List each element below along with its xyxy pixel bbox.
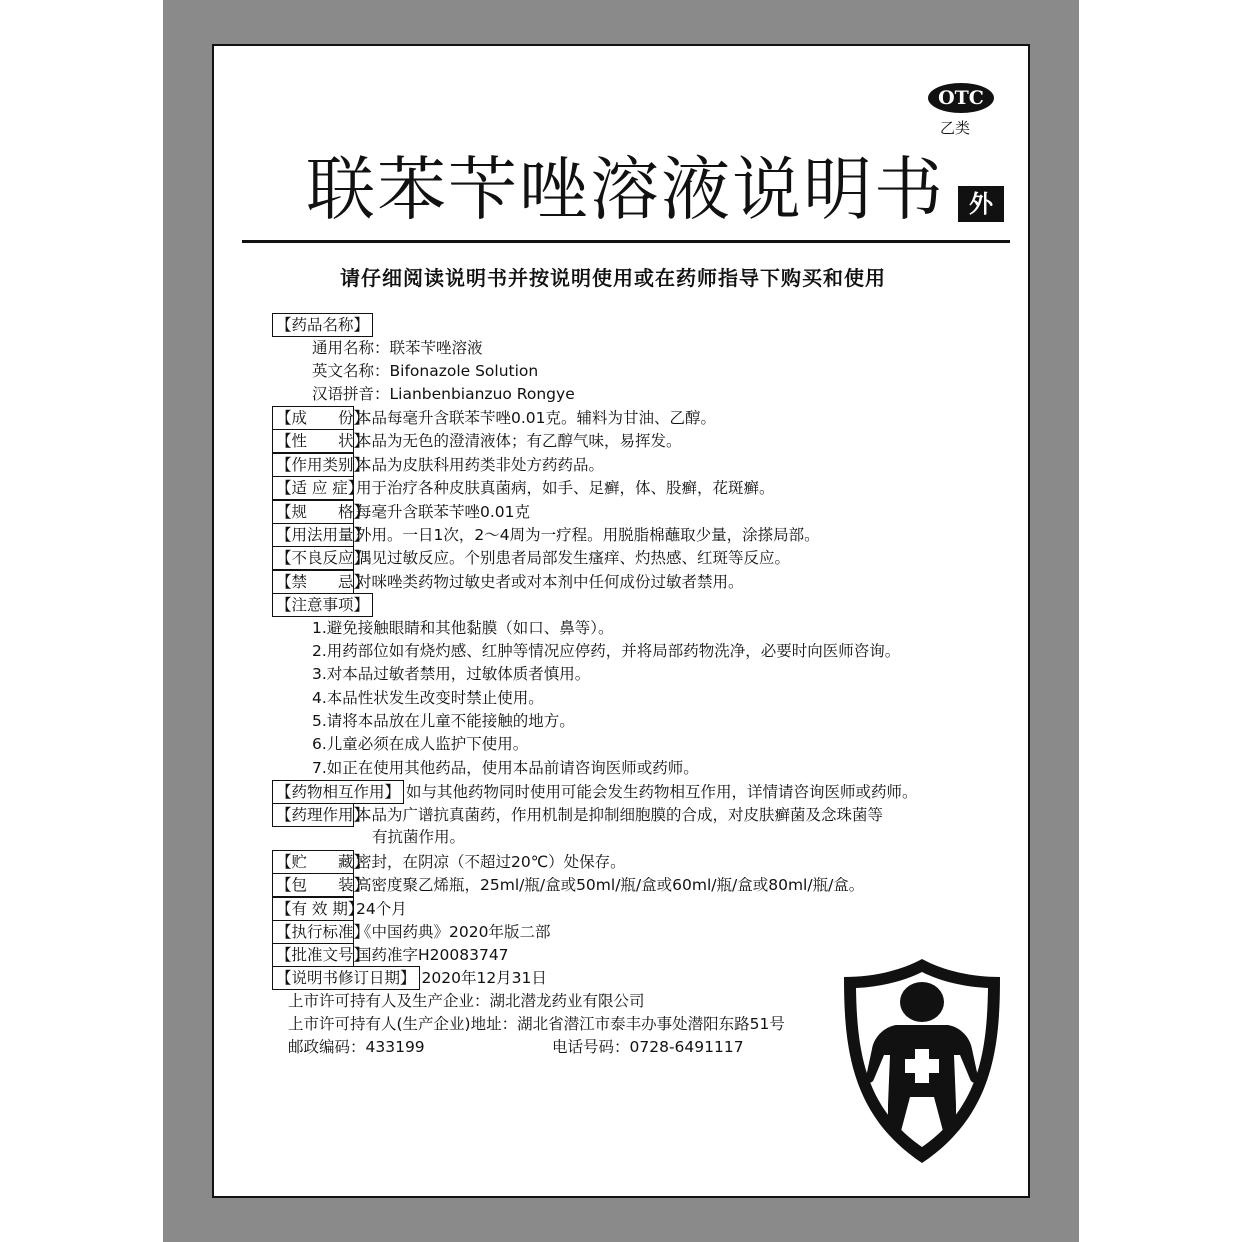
otc-badge: OTC — [928, 83, 994, 113]
field-label: 【规 格】 — [272, 500, 354, 524]
field-value: 如与其他药物同时使用可能会发生药物相互作用，详情请咨询医师或药师。 — [406, 783, 918, 801]
field-value: 密封，在阴凉（不超过20℃）处保存。 — [356, 853, 626, 871]
document-title: 联苯苄唑溶液说明书 — [306, 150, 945, 230]
field-value: 本品为无色的澄清液体；有乙醇气味，易挥发。 — [356, 432, 682, 450]
title-divider — [242, 240, 1010, 243]
precaution-item: 3.对本品过敏者禁用，过敏体质者慎用。 — [312, 665, 591, 683]
field-label: 【有 效 期】 — [272, 897, 354, 921]
field-row — [272, 429, 682, 453]
field-value: 本品每毫升含联苯苄唑0.01克。辅料为甘油、乙醇。 — [356, 409, 717, 427]
usage-warning: 请仔细阅读说明书并按说明使用或在药师指导下购买和使用 — [340, 266, 886, 290]
interaction-row — [272, 780, 918, 804]
revision-row — [272, 966, 547, 990]
field-label: 【药理作用】 — [272, 803, 354, 827]
field-label: 【作用类别】 — [272, 453, 354, 477]
license-holder: 上市许可持有人及生产企业：湖北潜龙药业有限公司 — [288, 992, 645, 1010]
pinyin-name: 汉语拼音：Lianbenbianzuo Rongye — [312, 385, 575, 403]
generic-name: 通用名称：联苯苄唑溶液 — [312, 339, 483, 357]
external-use-badge: 外 — [958, 186, 1004, 222]
field-label: 【适 应 症】 — [272, 476, 354, 500]
field-value: 高密度聚乙烯瓶，25ml/瓶/盒或50ml/瓶/盒或60ml/瓶/盒或80ml/瓶/盒。 — [356, 876, 865, 894]
precautions-heading — [272, 593, 375, 617]
phone-number: 电话号码：0728-6491117 — [552, 1038, 744, 1056]
precaution-item: 2.用药部位如有烧灼感、红肿等情况应停药，并将局部药物洗净，必要时向医师咨询。 — [312, 642, 901, 660]
field-label: 【执行标准】 — [272, 920, 354, 944]
field-label: 【性 状】 — [272, 429, 354, 453]
postal-code: 邮政编码：433199 — [288, 1038, 425, 1056]
section-label: 【注意事项】 — [272, 593, 373, 617]
company-address: 上市许可持有人(生产企业)地址：湖北省潜江市泰丰办事处潜阳东路51号 — [288, 1015, 785, 1033]
field-value: 每毫升含联苯苄唑0.01克 — [356, 503, 531, 521]
field-label: 【包 装】 — [272, 873, 354, 897]
field-value: 2020年12月31日 — [421, 969, 547, 987]
field-value: 国药准字H20083747 — [356, 946, 509, 964]
field-label: 【批准文号】 — [272, 943, 354, 967]
precaution-item: 6.儿童必须在成人监护下使用。 — [312, 735, 529, 753]
field-value: 本品为广谱抗真菌药，作用机制是抑制细胞膜的合成，对皮肤癣菌及念珠菌等 — [356, 806, 884, 824]
field-value: 用于治疗各种皮肤真菌病，如手、足癣，体、股癣，花斑癣。 — [356, 479, 775, 497]
field-value: 24个月 — [356, 900, 407, 918]
field-label: 【成 份】 — [272, 406, 354, 430]
field-row — [272, 850, 626, 874]
field-row — [272, 453, 604, 477]
child-safety-shield-icon — [838, 955, 1006, 1167]
field-value: 外用。一日1次，2～4周为一疗程。用脱脂棉蘸取少量，涂搽局部。 — [356, 526, 820, 544]
field-row — [272, 500, 530, 524]
field-row — [272, 546, 790, 570]
pharmacology-row — [272, 803, 883, 827]
field-row — [272, 920, 550, 944]
field-label: 【药物相互作用】 — [272, 780, 404, 804]
field-label: 【不良反应】 — [272, 546, 354, 570]
precaution-item: 1.避免接触眼睛和其他黏膜（如口、鼻等）。 — [312, 619, 614, 637]
pharmacology-continuation: 有抗菌作用。 — [372, 828, 466, 846]
field-value: 本品为皮肤科用药类非处方药药品。 — [356, 456, 605, 474]
field-value: 《中国药典》2020年版二部 — [356, 923, 551, 941]
field-row — [272, 476, 775, 500]
field-label: 【用法用量】 — [272, 523, 354, 547]
english-name: 英文名称：Bifonazole Solution — [312, 362, 539, 380]
field-row — [272, 570, 744, 594]
drug-name-heading — [272, 313, 375, 337]
field-row — [272, 897, 407, 921]
precaution-item: 5.请将本品放在儿童不能接触的地方。 — [312, 712, 575, 730]
field-row — [272, 523, 820, 547]
field-value: 偶见过敏反应。个别患者局部发生瘙痒、灼热感、红斑等反应。 — [356, 549, 791, 567]
field-label: 【贮 藏】 — [272, 850, 354, 874]
precaution-item: 4.本品性状发生改变时禁止使用。 — [312, 689, 544, 707]
field-row — [272, 873, 864, 897]
section-label: 【药品名称】 — [272, 313, 373, 337]
field-value: 对咪唑类药物过敏史者或对本剂中任何成份过敏者禁用。 — [356, 573, 744, 591]
field-row — [272, 406, 716, 430]
field-row — [272, 943, 509, 967]
otc-class-label: 乙类 — [940, 119, 971, 137]
precaution-item: 7.如正在使用其他药品，使用本品前请咨询医师或药师。 — [312, 759, 699, 777]
field-label: 【说明书修订日期】 — [272, 966, 420, 990]
field-label: 【禁 忌】 — [272, 570, 354, 594]
